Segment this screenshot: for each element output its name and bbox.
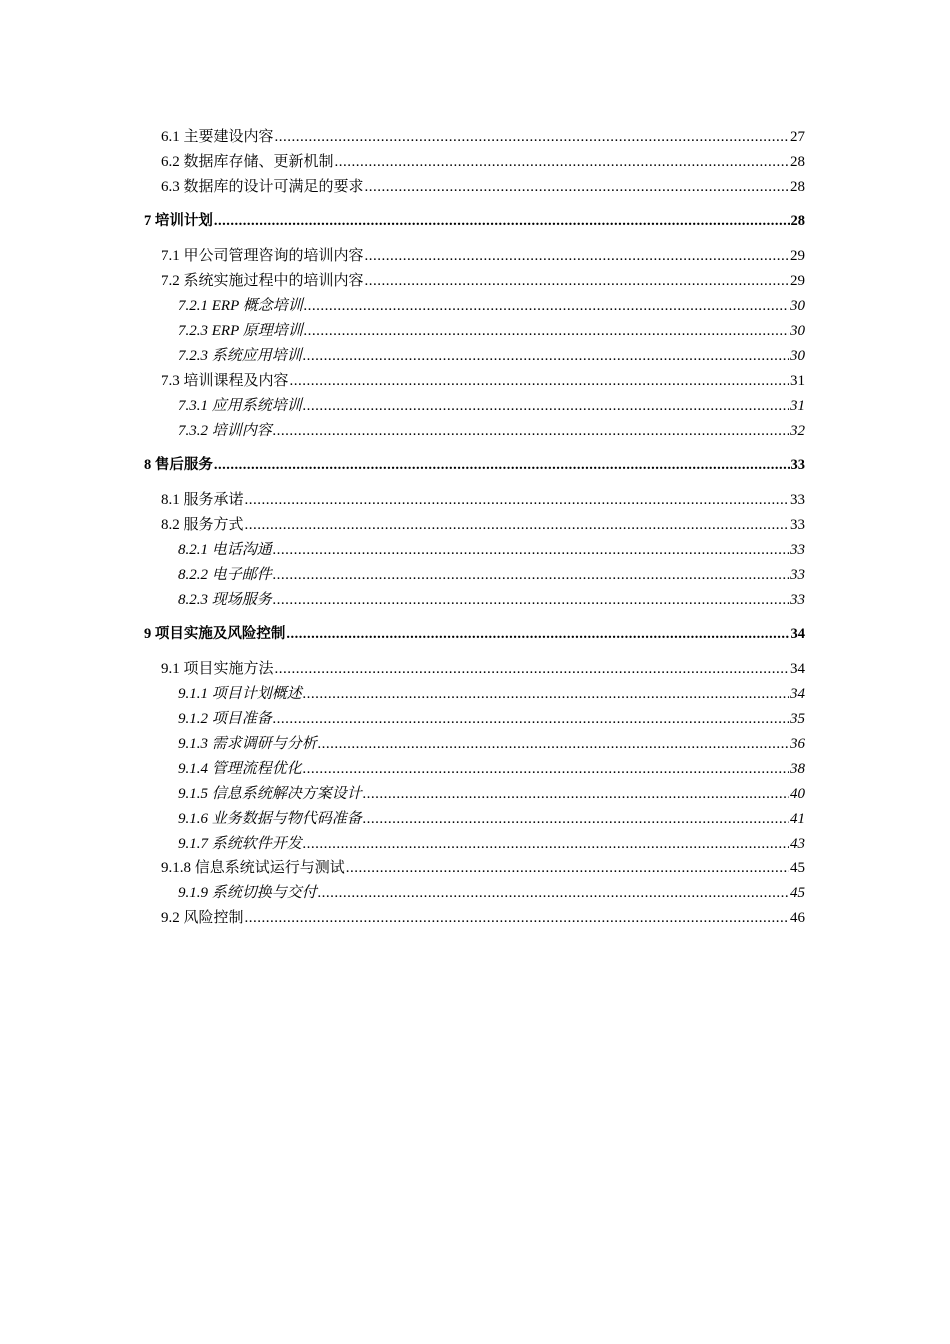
toc-entry-page-number: 45 [790, 885, 805, 901]
toc-dot-leader [275, 659, 789, 679]
toc-entry-page-number: 34 [790, 626, 805, 642]
toc-dot-leader [365, 177, 789, 197]
toc-entry-title: 9.1.8 信息系统试运行与测试 [161, 860, 345, 876]
toc-entry[interactable] [178, 321, 805, 341]
toc-entry[interactable] [161, 246, 805, 266]
toc-dot-leader [318, 883, 789, 903]
toc-entry[interactable] [144, 624, 805, 644]
toc-entry-title: 8 售后服务 [144, 457, 213, 473]
toc-dot-leader [214, 455, 790, 475]
toc-entry[interactable] [178, 296, 805, 316]
toc-entry-title: 9.2 风险控制 [161, 910, 244, 926]
toc-dot-leader [290, 371, 789, 391]
toc-entry-title: 9.1.7 系统软件开发 [178, 836, 302, 852]
toc-dot-leader [304, 321, 789, 341]
toc-entry-title: 9.1.6 业务数据与物代码准备 [178, 811, 362, 827]
toc-entry-page-number: 34 [790, 661, 805, 677]
toc-entry-page-number: 46 [790, 910, 805, 926]
toc-entry-title: 7.2.3 ERP 原理培训 [178, 323, 303, 339]
toc-entry-title: 7.2 系统实施过程中的培训内容 [161, 273, 364, 289]
toc-dot-leader [303, 684, 789, 704]
toc-entry[interactable] [161, 659, 805, 679]
toc-entry[interactable] [178, 883, 805, 903]
toc-entry-page-number: 28 [790, 179, 805, 195]
toc-dot-leader [273, 590, 789, 610]
toc-entry-page-number: 28 [790, 213, 805, 229]
toc-entry-page-number: 28 [790, 154, 805, 170]
toc-entry-title: 9.1.5 信息系统解决方案设计 [178, 786, 362, 802]
toc-entry[interactable] [178, 421, 805, 441]
toc-entry-page-number: 33 [790, 542, 805, 558]
toc-dot-leader [303, 759, 789, 779]
toc-entry[interactable] [178, 396, 805, 416]
toc-entry-page-number: 45 [790, 860, 805, 876]
toc-dot-leader [365, 271, 789, 291]
toc-entry-page-number: 34 [790, 686, 805, 702]
toc-entry[interactable] [178, 759, 805, 779]
toc-entry[interactable] [144, 455, 805, 475]
toc-dot-leader [363, 784, 789, 804]
toc-dot-leader [214, 211, 790, 231]
toc-entry[interactable] [161, 490, 805, 510]
toc-dot-leader [286, 624, 789, 644]
toc-entry-page-number: 29 [790, 248, 805, 264]
toc-entry-page-number: 33 [790, 517, 805, 533]
toc-entry[interactable] [178, 565, 805, 585]
toc-entry[interactable] [161, 908, 805, 928]
toc-entry-page-number: 35 [790, 711, 805, 727]
toc-entry[interactable] [178, 590, 805, 610]
toc-entry[interactable] [161, 858, 805, 878]
toc-entry-title: 7.3.1 应用系统培训 [178, 398, 302, 414]
toc-entry-title: 9.1.4 管理流程优化 [178, 761, 302, 777]
toc-entry-title: 8.2.1 电话沟通 [178, 542, 272, 558]
toc-dot-leader [304, 296, 789, 316]
toc-entry-page-number: 31 [790, 373, 805, 389]
toc-entry-page-number: 33 [790, 592, 805, 608]
toc-entry[interactable] [161, 177, 805, 197]
toc-entry-page-number: 30 [790, 348, 805, 364]
toc-dot-leader [245, 515, 789, 535]
toc-entry-page-number: 33 [790, 457, 805, 473]
toc-entry-title: 7.3 培训课程及内容 [161, 373, 289, 389]
toc-entry-title: 9 项目实施及风险控制 [144, 626, 286, 642]
toc-entry-title: 7 培训计划 [144, 213, 213, 229]
toc-dot-leader [273, 709, 789, 729]
toc-entry[interactable] [178, 709, 805, 729]
toc-entry-title: 8.2.3 现场服务 [178, 592, 272, 608]
toc-entry-title: 8.1 服务承诺 [161, 492, 244, 508]
toc-dot-leader [363, 809, 789, 829]
toc-entry-page-number: 30 [790, 298, 805, 314]
toc-entry-page-number: 43 [790, 836, 805, 852]
toc-entry-title: 8.2.2 电子邮件 [178, 567, 272, 583]
toc-dot-leader [346, 858, 789, 878]
toc-dot-leader [273, 421, 789, 441]
toc-entry-page-number: 33 [790, 567, 805, 583]
toc-entry-page-number: 30 [790, 323, 805, 339]
toc-entry[interactable] [144, 211, 805, 231]
toc-dot-leader [365, 246, 789, 266]
toc-entry-title: 9.1.3 需求调研与分析 [178, 736, 317, 752]
toc-entry-page-number: 33 [790, 492, 805, 508]
toc-entry-title: 6.1 主要建设内容 [161, 129, 274, 145]
toc-entry[interactable] [161, 127, 805, 147]
toc-entry-title: 6.2 数据库存储、更新机制 [161, 154, 334, 170]
toc-entry-title: 8.2 服务方式 [161, 517, 244, 533]
toc-entry-title: 7.2.1 ERP 概念培训 [178, 298, 303, 314]
toc-entry-title: 6.3 数据库的设计可满足的要求 [161, 179, 364, 195]
toc-dot-leader [335, 152, 789, 172]
toc-dot-leader [303, 396, 789, 416]
toc-entry[interactable] [178, 540, 805, 560]
toc-entry-page-number: 40 [790, 786, 805, 802]
toc-entry[interactable] [178, 834, 805, 854]
toc-dot-leader [245, 490, 789, 510]
toc-entry-title: 9.1.2 项目准备 [178, 711, 272, 727]
toc-entry[interactable] [161, 152, 805, 172]
toc-entry[interactable] [178, 784, 805, 804]
toc-entry-title: 7.1 甲公司管理咨询的培训内容 [161, 248, 364, 264]
toc-dot-leader [245, 908, 789, 928]
toc-dot-leader [275, 127, 789, 147]
toc-entry[interactable] [161, 515, 805, 535]
toc-entry[interactable] [178, 734, 805, 754]
toc-entry[interactable] [161, 271, 805, 291]
toc-entry[interactable] [178, 809, 805, 829]
toc-entry-page-number: 31 [790, 398, 805, 414]
toc-entry-page-number: 41 [790, 811, 805, 827]
toc-entry-page-number: 36 [790, 736, 805, 752]
toc-entry-page-number: 27 [790, 129, 805, 145]
toc-dot-leader [273, 540, 789, 560]
toc-entry-title: 7.3.2 培训内容 [178, 423, 272, 439]
toc-entry-title: 9.1.9 系统切换与交付 [178, 885, 317, 901]
toc-dot-leader [318, 734, 789, 754]
toc-entry-page-number: 32 [790, 423, 805, 439]
toc-entry[interactable] [161, 371, 805, 391]
toc-entry-page-number: 38 [790, 761, 805, 777]
toc-entry-title: 9.1.1 项目计划概述 [178, 686, 302, 702]
toc-entry-page-number: 29 [790, 273, 805, 289]
toc-entry[interactable] [178, 346, 805, 366]
toc-dot-leader [303, 346, 789, 366]
toc-entry[interactable] [178, 684, 805, 704]
toc-entry-title: 7.2.3 系统应用培训 [178, 348, 302, 364]
toc-dot-leader [273, 565, 789, 585]
toc-dot-leader [303, 834, 789, 854]
toc-entry-title: 9.1 项目实施方法 [161, 661, 274, 677]
